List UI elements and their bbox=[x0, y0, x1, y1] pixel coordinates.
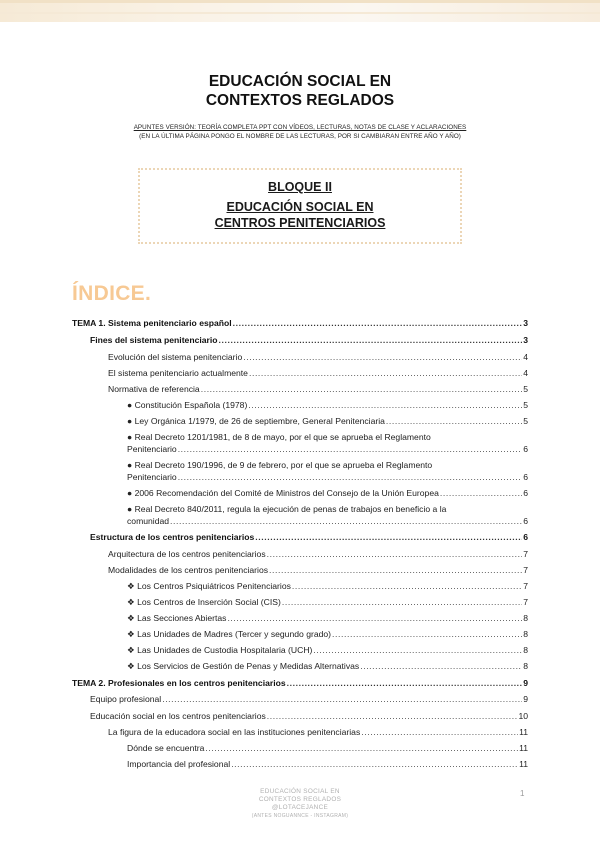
toc-entry-text: ❖ Las Unidades de Custodia Hospitalaria (UCH) bbox=[127, 645, 313, 655]
toc-entry-text-cont: Penitenciario bbox=[127, 444, 177, 454]
toc-page: 4 bbox=[523, 352, 528, 362]
toc-entry-text: Fines del sistema penitenciario bbox=[90, 335, 218, 345]
toc-leader bbox=[292, 581, 522, 593]
bloque-label: BLOQUE II bbox=[268, 180, 332, 194]
toc-leader bbox=[178, 472, 523, 484]
toc-leader bbox=[178, 444, 523, 456]
toc-page: 6 bbox=[523, 532, 528, 542]
toc-entry-text: ❖ Las Unidades de Madres (Tercer y segundo grado) bbox=[127, 629, 332, 639]
subtitle-note: (EN LA ÚLTIMA PÁGINA PONGO EL NOMBRE DE LAS LECTURAS, POR SI CAMBIARAN ENTRE AÑO Y AÑO) bbox=[139, 133, 461, 140]
footer-watermark bbox=[0, 788, 600, 820]
toc-entry-text: ❖ Los Centros Psiquiátricos Penitenciarios bbox=[127, 581, 291, 591]
toc-entry-text: Normativa de referencia bbox=[108, 384, 200, 394]
toc-leader bbox=[201, 384, 523, 396]
toc-leader bbox=[227, 613, 522, 625]
toc-page: 6 bbox=[523, 488, 528, 498]
subtitle-version: APUNTES VERSIÓN: TEORÍA COMPLETA PPT CON VÍDEOS, LECTURAS, NOTAS DE CLASE Y ACLARACIONES bbox=[133, 124, 467, 131]
toc-leader bbox=[255, 532, 522, 544]
toc-entry-text-cont: Penitenciario bbox=[127, 472, 177, 482]
toc-entry-text: Importancia del profesional bbox=[127, 759, 231, 769]
title-line-2: CONTEXTOS REGLADOS bbox=[205, 92, 395, 109]
toc-entry-text: ● Real Decreto 1201/1981, de 8 de mayo, por el que se aprueba el Reglamento bbox=[127, 432, 431, 442]
toc-entry-text: Arquitectura de los centros penitenciarios bbox=[108, 549, 266, 559]
top-decorative-band bbox=[0, 0, 600, 22]
toc-entry-text: ❖ Los Centros de Inserción Social (CIS) bbox=[127, 597, 281, 607]
footer-line-2: CONTEXTOS REGLADOS bbox=[258, 796, 342, 803]
toc-page: 8 bbox=[523, 661, 528, 671]
toc-leader bbox=[267, 711, 518, 723]
index-heading: ÍNDICE. bbox=[72, 282, 152, 305]
toc-leader bbox=[360, 661, 522, 673]
toc-leader bbox=[162, 694, 522, 706]
toc-page: 5 bbox=[523, 400, 528, 410]
toc-page: 11 bbox=[519, 759, 528, 769]
bloque-title bbox=[140, 199, 460, 231]
footer-line-1: EDUCACIÓN SOCIAL EN bbox=[260, 788, 340, 795]
toc-entry-text: ❖ Las Secciones Abiertas bbox=[127, 613, 227, 623]
toc-page: 3 bbox=[523, 318, 528, 328]
toc-leader bbox=[440, 488, 522, 500]
bloque-title-line-1: EDUCACIÓN SOCIAL EN bbox=[226, 200, 374, 214]
toc-leader bbox=[386, 416, 522, 428]
toc-entry-text: Evolución del sistema penitenciario bbox=[108, 352, 243, 362]
toc-leader bbox=[269, 565, 522, 577]
toc-page: 7 bbox=[523, 565, 528, 575]
toc-leader bbox=[282, 597, 522, 609]
toc-page: 7 bbox=[523, 597, 528, 607]
toc-entry-text: Dónde se encuentra bbox=[127, 743, 205, 753]
toc-page: 10 bbox=[518, 711, 528, 721]
toc-leader bbox=[248, 400, 522, 412]
toc-leader bbox=[170, 516, 522, 528]
toc-page: 6 bbox=[523, 444, 528, 454]
bloque-box bbox=[138, 168, 462, 244]
toc-entry-text: El sistema penitenciario actualmente bbox=[108, 368, 248, 378]
toc-entry-text: Estructura de los centros penitenciarios bbox=[90, 532, 255, 542]
footer-line-3: @LOTACEJANCE bbox=[271, 804, 329, 811]
bloque-title-line-2: CENTROS PENITENCIARIOS bbox=[214, 216, 386, 230]
toc-entry-text: ❖ Los Servicios de Gestión de Penas y Medidas Alternativas bbox=[127, 661, 360, 671]
toc-page: 3 bbox=[523, 335, 528, 345]
toc-entry-text: Modalidades de los centros penitenciarios bbox=[108, 565, 269, 575]
toc-entry-text: Educación social en los centros penitenciarios bbox=[90, 711, 266, 721]
toc-entry-text: ● Real Decreto 190/1996, de 9 de febrero, por el que se aprueba el Reglamento bbox=[127, 460, 433, 470]
toc-entry-text: La figura de la educadora social en las instituciones penitenciarias bbox=[108, 727, 361, 737]
toc-leader bbox=[231, 759, 518, 771]
toc-page: 8 bbox=[523, 613, 528, 623]
title-line-1: EDUCACIÓN SOCIAL EN bbox=[208, 73, 392, 90]
toc-leader bbox=[332, 629, 522, 641]
toc-leader bbox=[233, 318, 523, 330]
toc-page: 5 bbox=[523, 416, 528, 426]
toc-page: 7 bbox=[523, 549, 528, 559]
toc-entry-text: ● Real Decreto 840/2011, regula la ejecución de penas de trabajos en beneficio a la bbox=[127, 504, 447, 514]
toc-entry-text: ● Constitución Española (1978) bbox=[127, 400, 248, 410]
toc-leader bbox=[361, 727, 518, 739]
toc-leader bbox=[287, 678, 523, 690]
toc-page: 5 bbox=[523, 384, 528, 394]
toc-entry-text: TEMA 1. Sistema penitenciario español bbox=[72, 318, 232, 328]
toc-leader bbox=[267, 549, 523, 561]
toc-entry-text: ● Ley Orgánica 1/1979, de 26 de septiembre, General Penitenciaria bbox=[127, 416, 385, 426]
toc-leader bbox=[219, 335, 523, 347]
toc-leader bbox=[249, 368, 522, 380]
toc-leader bbox=[205, 743, 518, 755]
band-stripe bbox=[0, 0, 600, 3]
toc-page: 11 bbox=[519, 727, 528, 737]
page-number: 1 bbox=[520, 789, 525, 798]
toc-leader bbox=[313, 645, 522, 657]
toc-entry-text: Equipo profesional bbox=[90, 694, 162, 704]
document-title bbox=[0, 72, 600, 110]
toc-page: 4 bbox=[523, 368, 528, 378]
toc-page: 6 bbox=[523, 472, 528, 482]
toc-entry-text: TEMA 2. Profesionales en los centros penitenciarios bbox=[72, 678, 286, 688]
toc-entry-text-cont: comunidad bbox=[127, 516, 170, 526]
toc-leader bbox=[243, 352, 522, 364]
toc-page: 7 bbox=[523, 581, 528, 591]
toc-page: 9 bbox=[523, 678, 528, 688]
toc-page: 8 bbox=[523, 629, 528, 639]
toc-page: 8 bbox=[523, 645, 528, 655]
footer-line-4: (ANTES NOGUANNCE - INSTAGRAM) bbox=[251, 813, 349, 819]
toc-page: 9 bbox=[523, 694, 528, 704]
band-stripe bbox=[0, 12, 600, 14]
toc-page: 6 bbox=[523, 516, 528, 526]
toc-entry-text: ● 2006 Recomendación del Comité de Ministros del Consejo de la Unión Europea bbox=[127, 488, 439, 498]
toc-page: 11 bbox=[519, 743, 528, 753]
